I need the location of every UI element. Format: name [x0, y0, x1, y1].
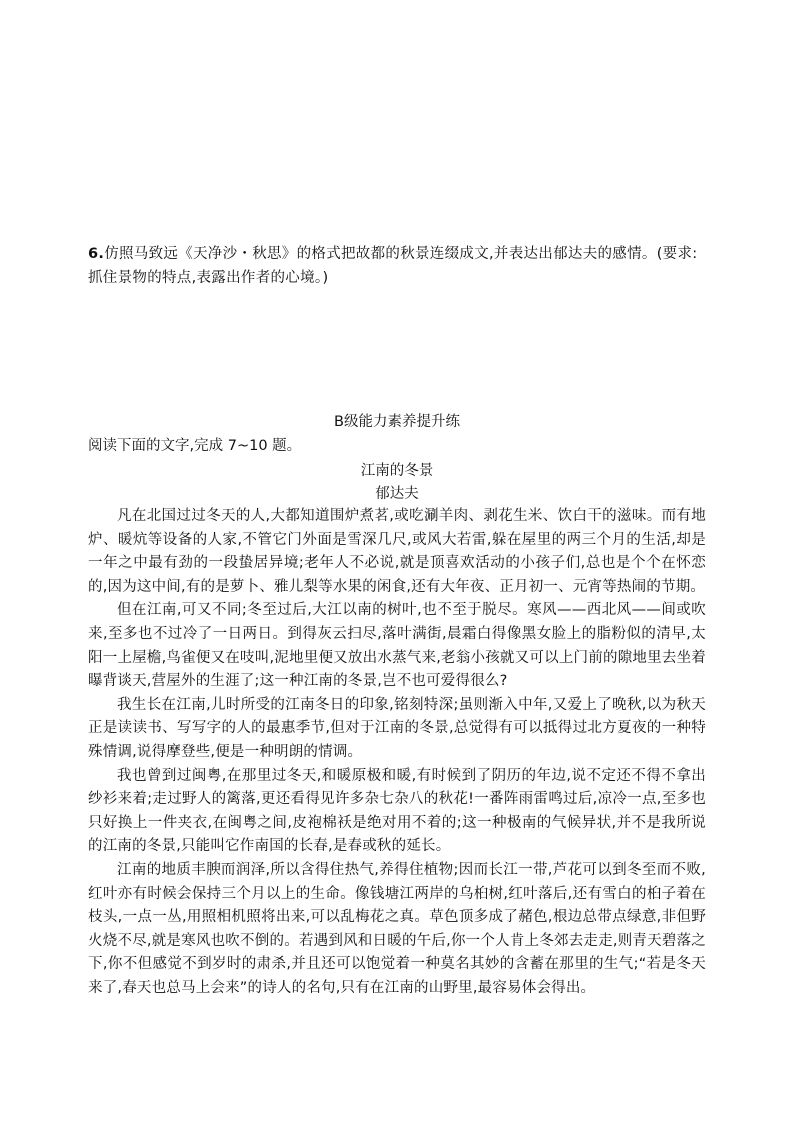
article-author: 郁达夫	[375, 486, 419, 502]
article-paragraph: 江南的地质丰腴而润泽,所以含得住热气,养得住植物;因而长江一带,芦花可以到冬至而不败,红叶亦有时候会保持三个月以上的生命。像钱塘江两岸的乌桕树,红叶落后,还有雪白的桕子着在枝头,一点一丛,用照相机照将出来,可以乱梅花之真。草色顶多成了赭色,根边总带点绿意,非但野火烧不尽,就是寒风也吹不倒的。若遇到风和日暖的午后,你一个人肯上冬郊去走走,则青天碧落之下,你不但感觉不到岁时的肃杀,并且还可以饱觉着一种莫名其妙的含蓄在那里的生气;“若是冬天来了,春天也总马上会来”的诗人的名句,只有在江南的山野里,最容易体会得出。	[88, 861, 706, 996]
article-paragraph: 凡在北国过过冬天的人,大都知道围炉煮茗,或吃涮羊肉、剥花生米、饮白干的滋味。而有地炉、暖炕等设备的人家,不管它门外面是雪深几尺,或风大若雷,躲在屋里的两三个月的生活,却是一年之中最有劲的一段蛰居异境;老年人不必说,就是顶喜欢活动的小孩子们,总也是个个在怀恋的,因为这中间,有的是萝卜、雅儿梨等水果的闲食,还有大年夜、正月初一、元宵等热闹的节期。	[88, 508, 706, 595]
article-paragraph: 但在江南,可又不同;冬至过后,大江以南的树叶,也不至于脱尽。寒风——西北风——间或吹来,至多也不过冷了一日两日。到得灰云扫尽,落叶满街,晨霜白得像黑女脸上的脂粉似的清早,太阳一上屋檐,鸟雀便又在吱叫,泥地里便又放出水蒸气来,老翁小孩就又可以上门前的隙地里去坐着曝背谈天,营屋外的生涯了;这一种江南的冬景,岂不也可爱得很么?	[88, 602, 706, 690]
reading-instruction: 阅读下面的文字,完成 7~10 题。	[88, 438, 302, 454]
article-title: 江南的冬景	[360, 463, 434, 479]
question-number: 6.	[88, 246, 105, 262]
section-title: B级能力素养提升练	[334, 414, 460, 430]
question-text: 仿照马致远《天净沙・秋思》的格式把故都的秋景连缀成文,并表达出郁达夫的感情。(要求:抓住景物的特点,表露出作者的心境。)	[88, 246, 698, 286]
article-body	[88, 505, 706, 1000]
question-6	[88, 243, 706, 290]
article-paragraph: 我也曾到过闽粤,在那里过冬天,和暖原极和暖,有时候到了阴历的年边,说不定还不得不拿出纱衫来着;走过野人的篱落,更还看得见许多杂七杂八的秋花!一番阵雨雷鸣过后,凉冷一点,至多也只好换上一件夹衣,在闽粤之间,皮袍棉袄是绝对用不着的;这一种极南的气候异状,并不是我所说的江南的冬景,只能叫它作南国的长春,是春或秋的延长。	[88, 767, 706, 855]
article-paragraph: 我生长在江南,儿时所受的江南冬日的印象,铭刻特深;虽则渐入中年,又爱上了晚秋,以为秋天正是读读书、写写字的人的最惠季节,但对于江南的冬景,总觉得有可以抵得过北方夏夜的一种特殊情调,说得摩登些,便是一种明朗的情调。	[88, 696, 706, 760]
